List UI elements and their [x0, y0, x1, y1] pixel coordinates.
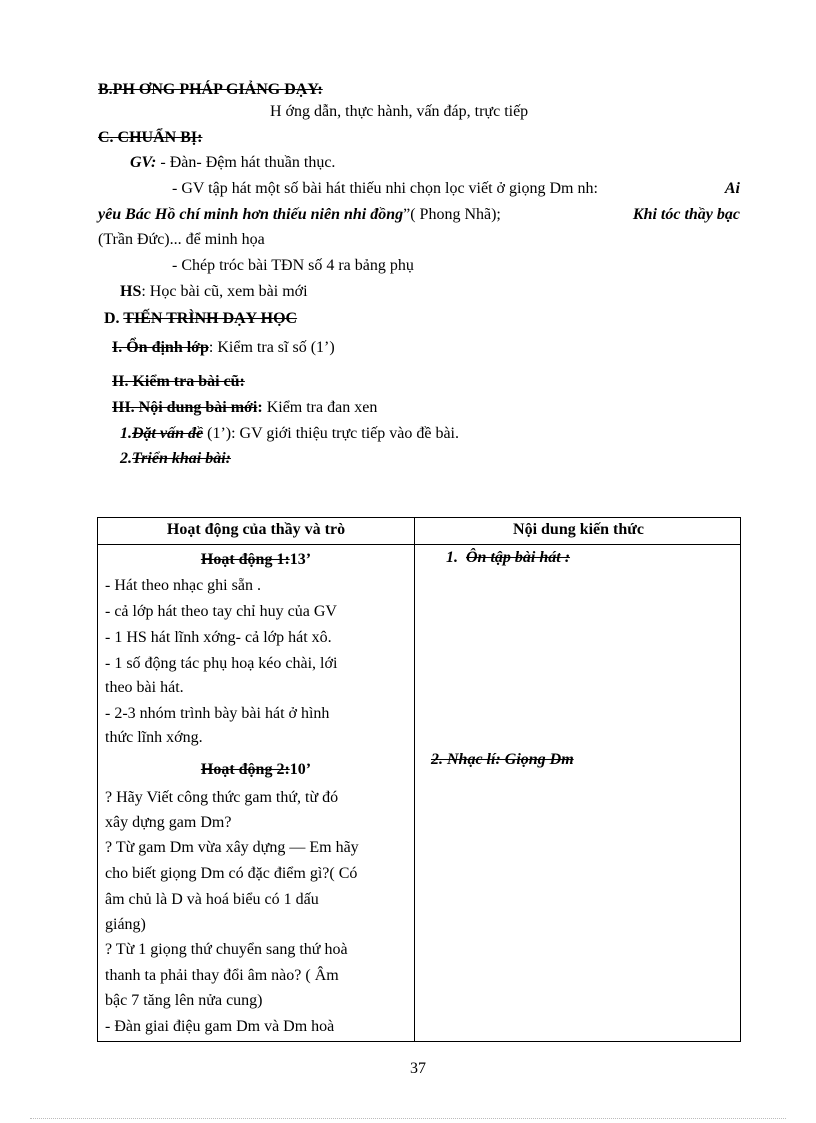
section-b-heading: B.PH ƠNG PHÁP GIẢNG DẠY:: [98, 81, 323, 98]
list-item: - 1 HS hát lĩnh xớng- cả lớp hát xô.: [105, 629, 332, 646]
list-item: ? Từ gam Dm vừa xây dựng — Em hãy: [105, 839, 359, 856]
header-divider: [98, 544, 740, 545]
item-2: II. Kiểm tra bài cũ:: [112, 373, 245, 390]
list-item: - Đàn giai điệu gam Dm và Dm hoà: [105, 1018, 335, 1035]
footer-divider: [30, 1118, 786, 1119]
list-item: - Hát theo nhạc ghi sẵn .: [105, 577, 261, 594]
gv-line-2: - GV tập hát một số bài hát thiếu nhi chọn lọc viết ở giọng Dm nh: Ai: [172, 180, 740, 197]
activity-1-body: [105, 576, 407, 754]
list-item: - 1 số động tác phụ hoạ kéo chài, lới: [105, 655, 338, 672]
list-item: ? Hãy Viết công thức gam thứ, từ đó: [105, 789, 339, 806]
content-2: 2. Nhạc lí: Giọng Dm: [431, 751, 574, 768]
activity-2: [105, 760, 407, 1039]
page-number: 37: [410, 1060, 426, 1077]
section-b-text: H ớng dẫn, thực hành, vấn đáp, trực tiếp: [270, 103, 529, 120]
col2-header: Nội dung kiến thức: [513, 521, 644, 538]
list-item: cho biết giọng Dm có đặc điểm gì?( Có: [105, 865, 358, 882]
list-item: giáng): [105, 916, 146, 933]
list-item: - cả lớp hát theo tay chỉ huy của GV: [105, 603, 337, 620]
list-item: ? Từ 1 giọng thứ chuyển sang thứ hoà: [105, 941, 348, 958]
sub-item-2: 2.Triển khai bài:: [120, 450, 231, 467]
list-item: thức lĩnh xớng.: [105, 729, 203, 746]
gv-line-4: (Trần Đức)... để minh họa: [98, 231, 265, 248]
hs-line: HS: Học bài cũ, xem bài mới: [120, 283, 308, 300]
section-d-heading: D. TIẾN TRÌNH DẠY HỌC: [104, 310, 298, 327]
lesson-table: [97, 517, 741, 1042]
list-item: - 2-3 nhóm trình bày bài hát ở hình: [105, 705, 330, 722]
gv-line-5: - Chép tróc bài TĐN số 4 ra bảng phụ: [172, 257, 414, 274]
item-1: I. Ổn định lớp: Kiểm tra sĩ số (1’): [112, 339, 335, 356]
col1-header: Hoạt động của thầy và trò: [166, 521, 346, 538]
list-item: thanh ta phải thay đổi âm nào? ( Âm: [105, 967, 339, 984]
column-divider: [414, 518, 415, 1041]
list-item: bậc 7 tăng lên nửa cung): [105, 992, 263, 1009]
list-item: xây dựng gam Dm?: [105, 814, 232, 831]
activity-2-title: Hoạt động 2:10’: [200, 761, 312, 778]
section-c-heading: C. CHUẨN BỊ:: [98, 129, 203, 146]
content-1: 1. Ôn tập bài hát :: [446, 549, 571, 566]
activity-1: [105, 550, 407, 754]
list-item: theo bài hát.: [105, 679, 184, 696]
list-item: âm chủ là D và hoá biểu có 1 dấu: [105, 891, 319, 908]
gv-line-1: GV: - Đàn- Đệm hát thuần thục.: [130, 154, 336, 171]
item-3: III. Nội dung bài mới: Kiểm tra đan xen: [112, 399, 378, 416]
activity-2-body: [105, 788, 407, 1039]
activity-1-title: Hoạt động 1:13’: [200, 551, 312, 568]
sub-item-1: 1.Đặt vấn đề (1’): GV giới thiệu trực tiếp vào đề bài.: [120, 425, 459, 442]
gv-line-3: yêu Bác Hồ chí minh hơn thiếu niên nhi đồng”( Phong Nhã); Khi tóc thầy bạc: [98, 206, 740, 223]
